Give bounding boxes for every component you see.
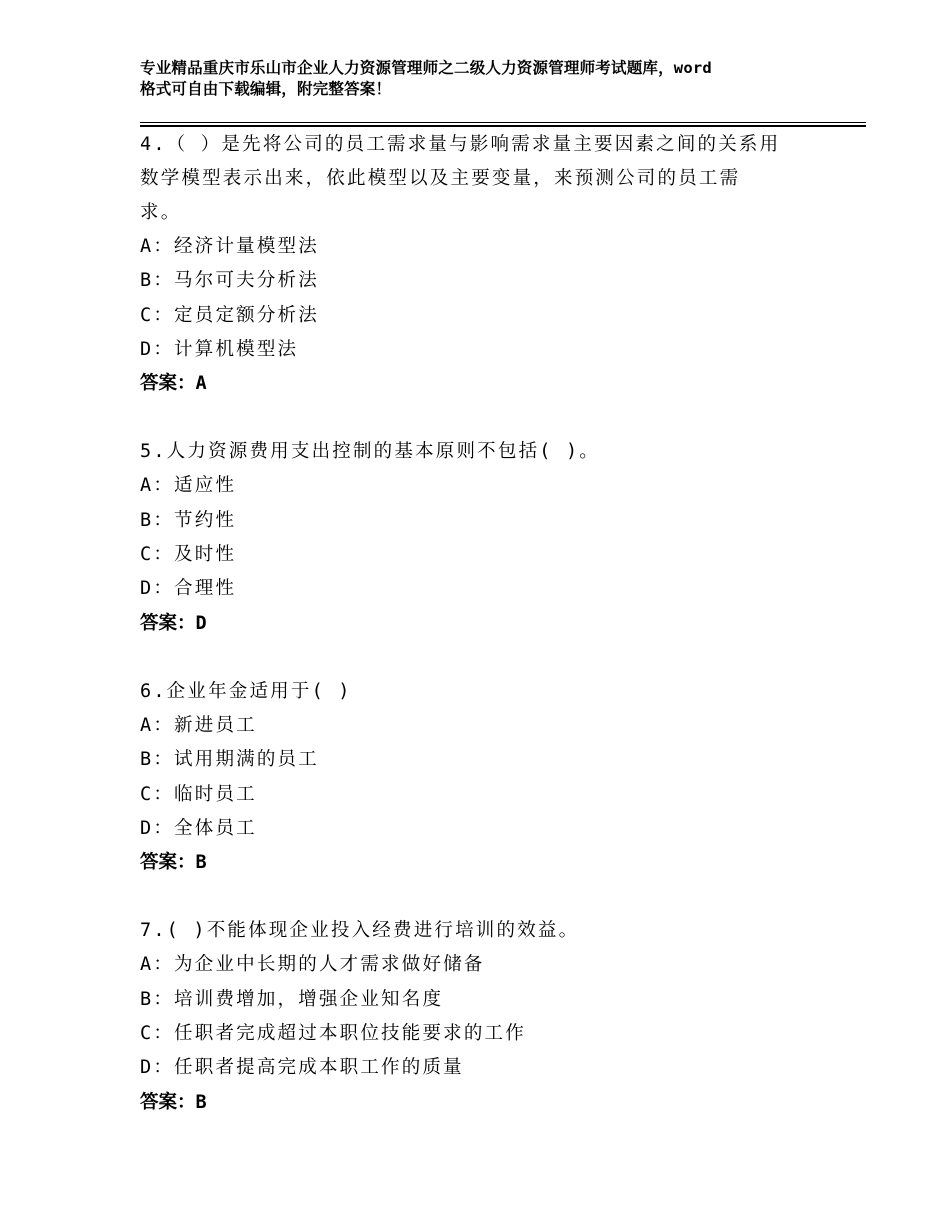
option-d: D：合理性 <box>140 578 237 600</box>
answer-line: 答案：B <box>140 1091 207 1113</box>
option-c: C：临时员工 <box>140 783 257 805</box>
answer-line: 答案：D <box>140 612 207 634</box>
question-line: 求。 <box>140 202 182 223</box>
option-b: B：试用期满的员工 <box>140 749 319 771</box>
option-c: C：定员定额分析法 <box>140 304 319 326</box>
option-d: D：计算机模型法 <box>140 338 299 360</box>
question-text <box>140 435 820 469</box>
question-spacer <box>140 641 820 675</box>
header-line-1: 专业精品重庆市乐山市企业人力资源管理师之二级人力资源管理师考试题库，word <box>140 59 712 77</box>
header-rule-thin <box>140 122 866 123</box>
question-text <box>140 675 820 709</box>
option-a: A：适应性 <box>140 475 237 497</box>
header-rule-thick <box>140 125 866 127</box>
answer-line: 答案：A <box>140 373 207 395</box>
answer-line: 答案：B <box>140 852 207 874</box>
question-5 <box>140 435 820 640</box>
question-7 <box>140 914 820 1119</box>
question-text <box>140 914 820 948</box>
option-b: B：马尔可夫分析法 <box>140 270 319 292</box>
option-a: A：为企业中长期的人才需求做好储备 <box>140 954 485 976</box>
option-b: B：节约性 <box>140 509 237 531</box>
option-a: A：新进员工 <box>140 714 257 736</box>
option-c: C：及时性 <box>140 544 237 566</box>
question-6 <box>140 675 820 880</box>
question-line: 数学模型表示出来，依此模型以及主要变量，来预测公司的员工需 <box>140 168 741 189</box>
document-header <box>140 58 840 100</box>
question-spacer <box>140 880 820 914</box>
option-c: C：任职者完成超过本职位技能要求的工作 <box>140 1023 526 1045</box>
option-b: B：培训费增加，增强企业知名度 <box>140 988 444 1010</box>
question-line: 4.（ ）是先将公司的员工需求量与影响需求量主要因素之间的关系用 <box>140 134 781 155</box>
question-list <box>140 128 820 1120</box>
header-line-2: 格式可自由下载编辑，附完整答案！ <box>140 80 392 98</box>
question-line: 7.( )不能体现企业投入经费进行培训的效益。 <box>140 920 580 942</box>
question-spacer <box>140 401 820 435</box>
option-a: A：经济计量模型法 <box>140 236 319 257</box>
question-text <box>140 128 820 230</box>
question-line: 6.企业年金适用于( ) <box>140 680 352 702</box>
option-d: D：全体员工 <box>140 817 257 839</box>
question-4 <box>140 128 820 401</box>
option-d: D：任职者提高完成本职工作的质量 <box>140 1057 464 1079</box>
question-line: 5.人力资源费用支出控制的基本原则不包括( )。 <box>140 441 600 463</box>
